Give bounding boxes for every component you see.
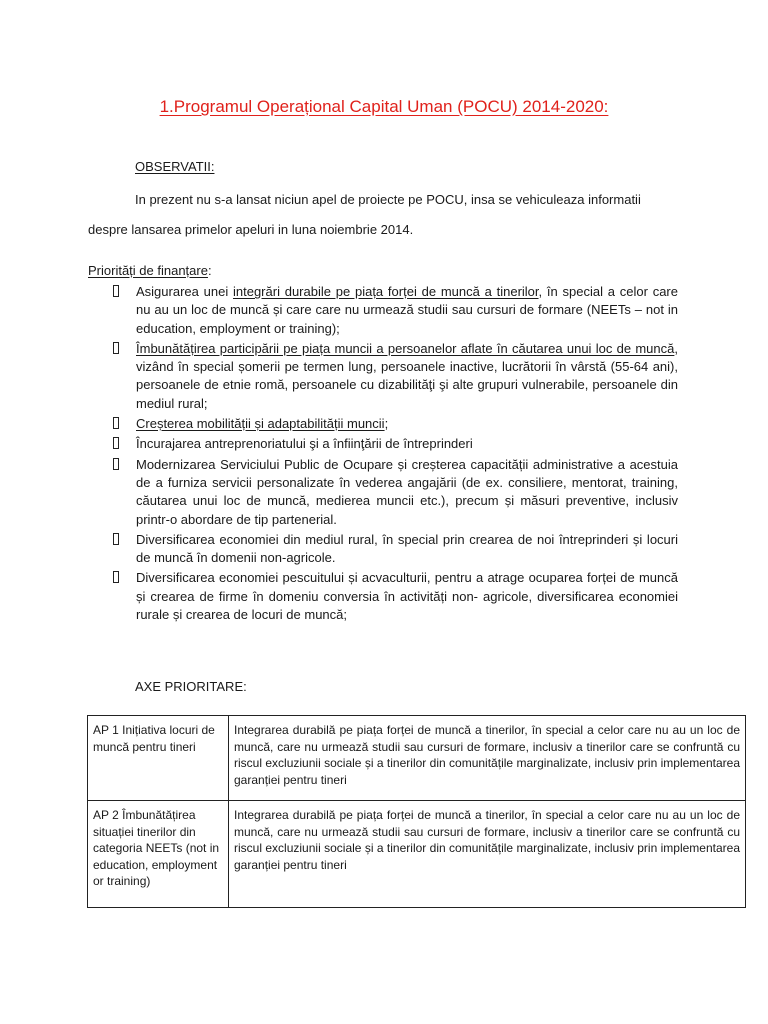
table-row <box>88 716 746 801</box>
list-item-text: Asigurarea unei integrări durabile pe piața forței de muncă a tinerilor, în special a celor care nu au un loc de muncă și care care nu urmează studii sau cursuri de formare (NEETs – not in education, employment or training); <box>136 284 678 336</box>
page-title: 1.Programul Operațional Capital Uman (POCU) 2014-2020: <box>159 97 609 116</box>
bullet-icon <box>113 417 119 429</box>
table-cell-ap: AP 2 Îmbunătățirea situației tinerilor din categoria NEETs (not in education, employment or training) <box>88 801 229 908</box>
table-cell-ap: AP 1 Inițiativa locuri de muncă pentru tineri <box>88 716 229 801</box>
list-item <box>88 415 678 433</box>
list-item <box>88 435 678 453</box>
list-item <box>88 340 678 413</box>
list-item-text: Diversificarea economiei din mediul rural, în special prin crearea de noi întreprinderi și locuri de muncă în domenii non-agricole. <box>136 531 678 566</box>
table-cell-desc: Integrarea durabilă pe piața forței de muncă a tinerilor, în special a celor care nu au un loc de muncă, care nu urmează studii sau cursuri de formare, inclusiv a tinerilor care se confruntă cu riscul excluziunii sociale și a tinerilor din comunitățile marginalizate, inclusiv prin implementarea garanției pentru tineri <box>229 801 746 908</box>
list-item <box>88 456 678 529</box>
bullet-icon <box>113 533 119 545</box>
table-row <box>88 801 746 908</box>
axe-table <box>87 715 746 908</box>
prioritati-heading-label: Priorități de finanțare <box>88 263 208 278</box>
axe-heading: AXE PRIORITARE: <box>135 679 247 694</box>
list-item-text: Încurajarea antreprenoriatului şi a înfiinţării de întreprinderi <box>136 436 473 452</box>
observatii-text: In prezent nu s-a lansat niciun apel de proiecte pe POCU, insa se vehiculeaza informatii despre lansarea primelor apeluri in luna noiembrie 2014. <box>88 192 641 237</box>
prioritati-heading-colon: : <box>207 263 212 278</box>
list-item-text: Îmbunătățirea participării pe piața muncii a persoanelor aflate în căutarea unui loc de muncă, vizând în special șomerii pe termen lung, persoanele inactive, lucrătorii în vârstă (55-64 ani), persoanele de etnie romă, persoanele cu dizabilităţi şi alte grupuri vulnerabile, persoanele din mediul rural; <box>136 340 678 411</box>
bullet-icon <box>113 437 119 449</box>
list-item-text: Diversificarea economiei pescuitului și acvaculturii, pentru a atrage ocuparea forței de muncă și crearea de firme în domeniu conversia în activități non- agricole, diversificarea economiei rurale și crearea de locuri de muncă; <box>136 570 678 623</box>
list-item <box>88 569 678 624</box>
bullet-icon <box>113 342 119 354</box>
list-item <box>88 283 678 338</box>
list-item-text: Creșterea mobilității și adaptabilității muncii; <box>136 416 389 432</box>
bullet-icon <box>113 285 119 297</box>
list-item-text: Modernizarea Serviciului Public de Ocupare și creșterea capacității administrative a acestuia de a furniza servicii personalizate în vederea angajării (de ex. consiliere, mentorat, training, căutarea unui loc de muncă, medierea muncii etc.), precum și măsuri preventive, inclusiv printr-o abordare de tip partenerial. <box>136 456 678 527</box>
list-item <box>88 531 678 568</box>
bullet-icon <box>113 571 119 583</box>
observatii-heading: OBSERVATII: <box>135 159 215 174</box>
bullet-icon <box>113 458 119 470</box>
prioritati-heading <box>88 263 212 278</box>
prioritati-list <box>88 283 678 626</box>
table-cell-desc: Integrarea durabilă pe piața forței de muncă a tinerilor, în special a celor care nu au un loc de muncă, care nu urmează studii sau cursuri de formare, inclusiv a tinerilor care se confruntă cu riscul excluziunii sociale și a tinerilor din comunitățile marginalizate, inclusiv prin implementarea garanției pentru tineri <box>229 716 746 801</box>
